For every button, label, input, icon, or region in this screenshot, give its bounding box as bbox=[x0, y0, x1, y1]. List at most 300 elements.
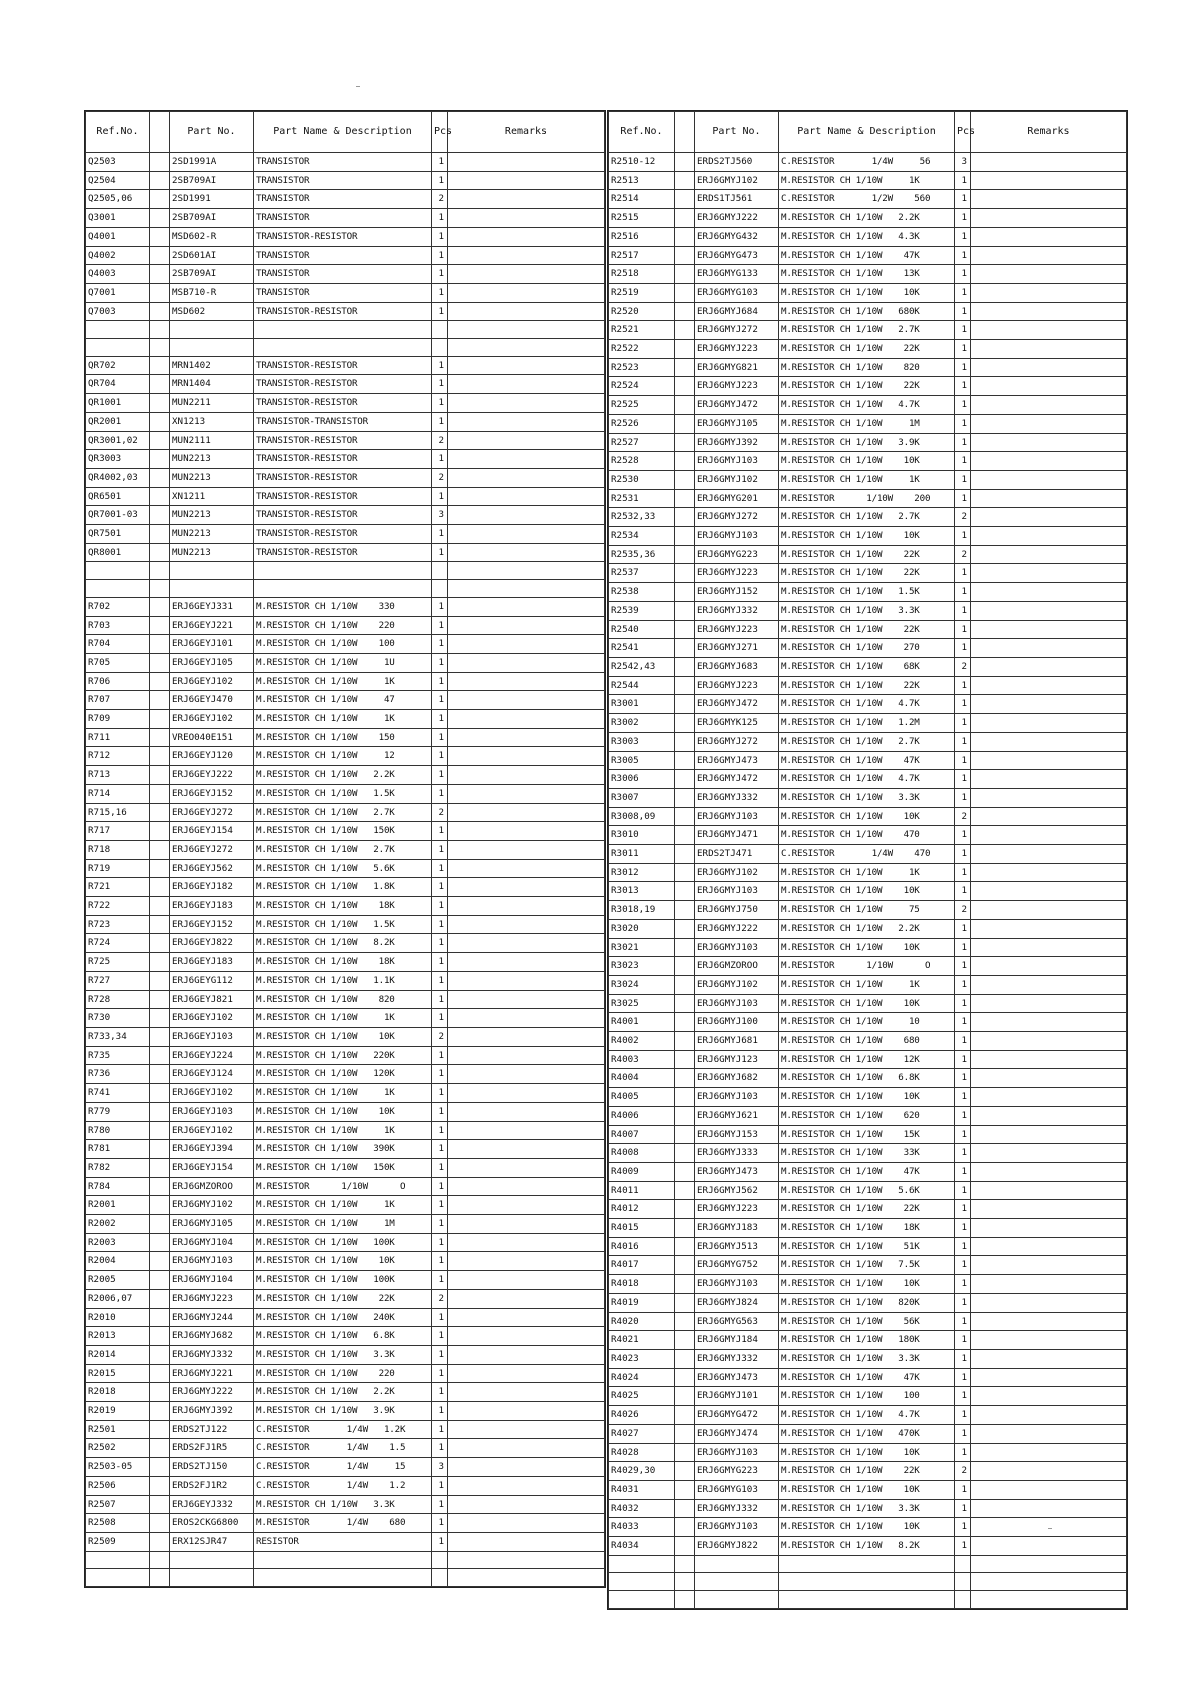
ref-cell: R2508 bbox=[86, 1514, 150, 1533]
pcs-cell: 1 bbox=[955, 321, 971, 340]
ref-cell: R2526 bbox=[609, 414, 675, 433]
description-cell: M.RESISTOR CH 1/10W 6.8K bbox=[779, 1069, 955, 1088]
description-cell: M.RESISTOR CH 1/10W 3.3K bbox=[779, 601, 955, 620]
table-row bbox=[609, 283, 1127, 302]
table-row bbox=[609, 545, 1127, 564]
table-row bbox=[86, 506, 605, 525]
part-no-cell: ERJ6GMYJ103 bbox=[695, 938, 779, 957]
spacer-cell bbox=[675, 583, 695, 602]
ref-cell: R3002 bbox=[609, 714, 675, 733]
pcs-cell: 1 bbox=[955, 358, 971, 377]
table-row bbox=[609, 732, 1127, 751]
spacer-cell bbox=[150, 1289, 170, 1308]
ref-cell: R2535,36 bbox=[609, 545, 675, 564]
table-row bbox=[609, 209, 1127, 228]
part-no-cell: ERJ6GEYJ120 bbox=[170, 747, 254, 766]
description-cell: M.RESISTOR CH 1/10W 2.7K bbox=[254, 803, 432, 822]
ref-cell: Q2503 bbox=[86, 153, 150, 172]
pcs-cell: 1 bbox=[432, 822, 448, 841]
pcs-cell: 1 bbox=[432, 766, 448, 785]
part-no-cell: ERJ6GMYJ332 bbox=[170, 1345, 254, 1364]
pcs-cell: 1 bbox=[955, 1499, 971, 1518]
spacer-cell bbox=[675, 1088, 695, 1107]
part-no-cell: ERJ6GMZOROO bbox=[695, 957, 779, 976]
table-row bbox=[609, 1499, 1127, 1518]
part-no-cell: ERJ6GMYJ223 bbox=[695, 377, 779, 396]
table-row bbox=[609, 1406, 1127, 1425]
description-cell: TRANSISTOR-RESISTOR bbox=[254, 356, 432, 375]
pcs-cell: 1 bbox=[955, 1237, 971, 1256]
part-no-cell: ERJ6GMYG223 bbox=[695, 545, 779, 564]
spacer-cell bbox=[150, 1215, 170, 1234]
pcs-cell: 1 bbox=[432, 616, 448, 635]
table-row bbox=[86, 1158, 605, 1177]
table-row bbox=[86, 431, 605, 450]
pcs-cell: 1 bbox=[432, 356, 448, 375]
remarks-cell bbox=[448, 1102, 605, 1121]
table-row bbox=[609, 321, 1127, 340]
ref-cell: QR7001-03 bbox=[86, 506, 150, 525]
remarks-cell bbox=[971, 1069, 1127, 1088]
description-cell bbox=[779, 1573, 955, 1591]
spacer-cell bbox=[150, 691, 170, 710]
spacer-cell bbox=[150, 653, 170, 672]
remarks-cell bbox=[448, 246, 605, 265]
remarks-cell bbox=[448, 1402, 605, 1421]
spacer-cell bbox=[675, 452, 695, 471]
spacer-cell bbox=[150, 1439, 170, 1458]
ref-cell: R4012 bbox=[609, 1200, 675, 1219]
ref-cell: QR1001 bbox=[86, 394, 150, 413]
description-cell: M.RESISTOR CH 1/10W 820 bbox=[254, 990, 432, 1009]
spacer-cell bbox=[675, 153, 695, 172]
part-no-cell: ERJ6GMYJ103 bbox=[695, 527, 779, 546]
part-no-cell: ERDS2TJ122 bbox=[170, 1420, 254, 1439]
spacer-cell bbox=[675, 489, 695, 508]
description-cell: M.RESISTOR CH 1/10W 6.8K bbox=[254, 1327, 432, 1346]
part-no-cell: ERJ6GEYJ102 bbox=[170, 1009, 254, 1028]
pcs-cell bbox=[955, 1591, 971, 1609]
description-cell: M.RESISTOR CH 1/10W 1K bbox=[254, 710, 432, 729]
pcs-cell: 1 bbox=[432, 1271, 448, 1290]
remarks-cell bbox=[448, 468, 605, 487]
pcs-cell: 1 bbox=[432, 153, 448, 172]
table-row bbox=[86, 1476, 605, 1495]
pcs-cell: 1 bbox=[432, 1439, 448, 1458]
description-cell: M.RESISTOR CH 1/10W 1U bbox=[254, 653, 432, 672]
remarks-cell bbox=[971, 901, 1127, 920]
description-cell: RESISTOR bbox=[254, 1532, 432, 1551]
part-no-cell: ERJ6GEYJ102 bbox=[170, 672, 254, 691]
table-body-right bbox=[609, 153, 1127, 1609]
part-no-cell bbox=[695, 1555, 779, 1573]
spacer-cell bbox=[150, 897, 170, 916]
ref-cell bbox=[86, 562, 150, 580]
ref-cell bbox=[86, 1551, 150, 1569]
remarks-cell bbox=[971, 714, 1127, 733]
table-row bbox=[609, 1555, 1127, 1573]
spacer-cell bbox=[675, 1200, 695, 1219]
spacer-cell bbox=[150, 153, 170, 172]
ref-cell: R733,34 bbox=[86, 1027, 150, 1046]
description-cell: M.RESISTOR CH 1/10W 10K bbox=[779, 938, 955, 957]
spacer-cell bbox=[675, 545, 695, 564]
spacer-cell bbox=[675, 1537, 695, 1556]
description-cell: M.RESISTOR CH 1/10W 1.8K bbox=[254, 878, 432, 897]
ref-cell: R2540 bbox=[609, 620, 675, 639]
description-cell: M.RESISTOR CH 1/10W 10K bbox=[779, 1443, 955, 1462]
remarks-cell bbox=[448, 506, 605, 525]
pcs-cell: 1 bbox=[955, 302, 971, 321]
table-row bbox=[86, 1009, 605, 1028]
spacer-cell bbox=[675, 788, 695, 807]
pcs-cell: 1 bbox=[432, 543, 448, 562]
pcs-cell: 1 bbox=[432, 953, 448, 972]
remarks-cell bbox=[448, 1009, 605, 1028]
pcs-cell: 1 bbox=[955, 171, 971, 190]
part-no-cell: ERJ6GMZOROO bbox=[170, 1177, 254, 1196]
ref-cell: R4028 bbox=[609, 1443, 675, 1462]
header-ref-no: Ref.No. bbox=[86, 112, 150, 153]
remarks-cell bbox=[448, 1439, 605, 1458]
pcs-cell: 1 bbox=[432, 1196, 448, 1215]
pcs-cell: 1 bbox=[432, 1158, 448, 1177]
part-no-cell: ERJ6GEYJ102 bbox=[170, 1121, 254, 1140]
description-cell: M.RESISTOR CH 1/10W 180K bbox=[779, 1331, 955, 1350]
pcs-cell: 3 bbox=[432, 1458, 448, 1477]
pcs-cell: 2 bbox=[432, 1289, 448, 1308]
part-no-cell bbox=[695, 1573, 779, 1591]
remarks-cell bbox=[448, 710, 605, 729]
pcs-cell: 1 bbox=[955, 676, 971, 695]
spacer-cell bbox=[150, 747, 170, 766]
pcs-cell: 1 bbox=[432, 635, 448, 654]
part-no-cell: ERJ6GEYJ470 bbox=[170, 691, 254, 710]
description-cell: M.RESISTOR CH 1/10W 5.6K bbox=[254, 859, 432, 878]
pcs-cell: 1 bbox=[955, 209, 971, 228]
spacer-cell bbox=[150, 1495, 170, 1514]
part-no-cell: 2SB709AI bbox=[170, 209, 254, 228]
pcs-cell: 1 bbox=[955, 1088, 971, 1107]
pcs-cell: 1 bbox=[432, 1233, 448, 1252]
description-cell bbox=[779, 1555, 955, 1573]
part-no-cell: ERJ6GMYJ223 bbox=[695, 564, 779, 583]
table-row bbox=[86, 878, 605, 897]
spacer-cell bbox=[675, 508, 695, 527]
description-cell: TRANSISTOR bbox=[254, 265, 432, 284]
description-cell: M.RESISTOR CH 1/10W 620 bbox=[779, 1106, 955, 1125]
pcs-cell: 1 bbox=[955, 396, 971, 415]
description-cell: M.RESISTOR CH 1/10W 47K bbox=[779, 751, 955, 770]
description-cell: M.RESISTOR CH 1/10W 4.7K bbox=[779, 1406, 955, 1425]
pcs-cell: 1 bbox=[955, 601, 971, 620]
part-no-cell: ERJ6GMYJ153 bbox=[695, 1125, 779, 1144]
part-no-cell: ERJ6GMYJ102 bbox=[695, 171, 779, 190]
pcs-cell: 1 bbox=[955, 452, 971, 471]
ref-cell: R2534 bbox=[609, 527, 675, 546]
table-row bbox=[609, 1424, 1127, 1443]
description-cell: M.RESISTOR CH 1/10W 7.5K bbox=[779, 1256, 955, 1275]
remarks-cell bbox=[971, 1424, 1127, 1443]
pcs-cell: 1 bbox=[432, 487, 448, 506]
spacer-cell bbox=[675, 171, 695, 190]
description-cell bbox=[254, 1569, 432, 1587]
part-no-cell: ERJ6GMYJ222 bbox=[695, 209, 779, 228]
description-cell: M.RESISTOR CH 1/10W 100K bbox=[254, 1271, 432, 1290]
spacer-cell bbox=[675, 227, 695, 246]
spacer-cell bbox=[150, 1476, 170, 1495]
remarks-cell bbox=[448, 1569, 605, 1587]
table-row bbox=[86, 840, 605, 859]
pcs-cell: 1 bbox=[955, 975, 971, 994]
description-cell bbox=[254, 1551, 432, 1569]
ref-cell: R2005 bbox=[86, 1271, 150, 1290]
pcs-cell: 1 bbox=[432, 1345, 448, 1364]
spacer-cell bbox=[150, 635, 170, 654]
remarks-cell bbox=[971, 601, 1127, 620]
remarks-cell bbox=[448, 227, 605, 246]
spacer-cell bbox=[675, 1573, 695, 1591]
table-row bbox=[609, 1106, 1127, 1125]
remarks-cell bbox=[971, 246, 1127, 265]
part-no-cell: MUN2111 bbox=[170, 431, 254, 450]
ref-cell: R2530 bbox=[609, 470, 675, 489]
ref-cell: R2519 bbox=[609, 283, 675, 302]
description-cell: M.RESISTOR CH 1/10W 10K bbox=[254, 1027, 432, 1046]
pcs-cell: 1 bbox=[955, 957, 971, 976]
table-row bbox=[609, 1275, 1127, 1294]
remarks-cell bbox=[971, 1181, 1127, 1200]
spacer-cell bbox=[675, 340, 695, 359]
ref-cell: R2018 bbox=[86, 1383, 150, 1402]
pcs-cell: 1 bbox=[955, 1443, 971, 1462]
part-no-cell: ERJ6GMYJ103 bbox=[695, 994, 779, 1013]
pcs-cell: 2 bbox=[955, 657, 971, 676]
pcs-cell: 1 bbox=[432, 859, 448, 878]
table-row bbox=[609, 1443, 1127, 1462]
pcs-cell: 1 bbox=[955, 1106, 971, 1125]
pcs-cell: 1 bbox=[432, 525, 448, 544]
description-cell: M.RESISTOR CH 1/10W 100K bbox=[254, 1233, 432, 1252]
description-cell bbox=[779, 1591, 955, 1609]
part-no-cell: ERJ6GMYJ513 bbox=[695, 1237, 779, 1256]
ref-cell: R2509 bbox=[86, 1532, 150, 1551]
description-cell bbox=[254, 562, 432, 580]
table-row bbox=[86, 710, 605, 729]
pcs-cell: 1 bbox=[955, 620, 971, 639]
part-no-cell: ERJ6GMYJ473 bbox=[695, 1162, 779, 1181]
spacer-cell bbox=[675, 1424, 695, 1443]
part-no-cell: ERJ6GMYJ272 bbox=[695, 321, 779, 340]
spacer-cell bbox=[675, 994, 695, 1013]
ref-cell: R3003 bbox=[609, 732, 675, 751]
description-cell: M.RESISTOR CH 1/10W 3.9K bbox=[254, 1402, 432, 1421]
ref-cell: R725 bbox=[86, 953, 150, 972]
ref-cell: R2003 bbox=[86, 1233, 150, 1252]
spacer-cell bbox=[150, 1233, 170, 1252]
part-no-cell: ERJ6GMYJ103 bbox=[695, 1443, 779, 1462]
spacer-cell bbox=[675, 882, 695, 901]
table-row bbox=[86, 1252, 605, 1271]
pcs-cell: 1 bbox=[955, 1219, 971, 1238]
table-row bbox=[86, 1046, 605, 1065]
remarks-cell bbox=[971, 1293, 1127, 1312]
part-no-cell bbox=[170, 1569, 254, 1587]
remarks-cell bbox=[448, 1177, 605, 1196]
spacer-cell bbox=[675, 246, 695, 265]
remarks-cell bbox=[448, 1271, 605, 1290]
table-row bbox=[609, 227, 1127, 246]
remarks-cell bbox=[448, 934, 605, 953]
part-no-cell: 2SD1991A bbox=[170, 153, 254, 172]
remarks-cell bbox=[971, 209, 1127, 228]
pcs-cell: 2 bbox=[432, 803, 448, 822]
spacer-cell bbox=[675, 396, 695, 415]
spacer-cell bbox=[675, 1368, 695, 1387]
remarks-cell bbox=[971, 1350, 1127, 1369]
description-cell bbox=[254, 321, 432, 339]
pcs-cell: 1 bbox=[955, 938, 971, 957]
remarks-cell bbox=[971, 1106, 1127, 1125]
remarks-cell bbox=[448, 1215, 605, 1234]
description-cell: M.RESISTOR CH 1/10W 47K bbox=[779, 246, 955, 265]
spacer-cell bbox=[675, 957, 695, 976]
part-no-cell: ERJ6GMYJ473 bbox=[695, 751, 779, 770]
part-no-cell: ERJ6GEYJ152 bbox=[170, 915, 254, 934]
table-row bbox=[609, 433, 1127, 452]
spacer-cell bbox=[150, 728, 170, 747]
spacer-cell bbox=[675, 1219, 695, 1238]
pcs-cell: 1 bbox=[955, 1406, 971, 1425]
pcs-cell: 1 bbox=[432, 784, 448, 803]
pcs-cell: 1 bbox=[955, 1200, 971, 1219]
table-row bbox=[86, 246, 605, 265]
part-no-cell: ERJ6GEYJ154 bbox=[170, 822, 254, 841]
pcs-cell: 1 bbox=[432, 710, 448, 729]
part-no-cell: ERJ6GEYJ272 bbox=[170, 803, 254, 822]
ref-cell: R2510-12 bbox=[609, 153, 675, 172]
ref-cell: R2521 bbox=[609, 321, 675, 340]
description-cell: M.RESISTOR CH 1/10W 10K bbox=[779, 994, 955, 1013]
ref-cell: R4034 bbox=[609, 1537, 675, 1556]
ref-cell: R2010 bbox=[86, 1308, 150, 1327]
table-row bbox=[609, 975, 1127, 994]
table-row bbox=[609, 807, 1127, 826]
part-no-cell: ERJ6GEYJ101 bbox=[170, 635, 254, 654]
pcs-cell: 1 bbox=[432, 227, 448, 246]
pcs-cell: 1 bbox=[955, 639, 971, 658]
spacer-cell bbox=[675, 1443, 695, 1462]
pcs-cell: 1 bbox=[955, 732, 971, 751]
description-cell: M.RESISTOR CH 1/10W 2.2K bbox=[254, 1383, 432, 1402]
ref-cell: R4023 bbox=[609, 1350, 675, 1369]
description-cell: M.RESISTOR CH 1/10W 4.3K bbox=[779, 227, 955, 246]
spacer-cell bbox=[150, 1532, 170, 1551]
spacer-cell bbox=[150, 672, 170, 691]
table-row bbox=[609, 676, 1127, 695]
description-cell: M.RESISTOR CH 1/10W 1.5K bbox=[254, 915, 432, 934]
ref-cell: R704 bbox=[86, 635, 150, 654]
spacer-cell bbox=[675, 1480, 695, 1499]
pcs-cell: 2 bbox=[432, 1027, 448, 1046]
pcs-cell: 1 bbox=[432, 375, 448, 394]
spacer-cell bbox=[150, 487, 170, 506]
table-row bbox=[86, 468, 605, 487]
part-no-cell: ERJ6GMYJ102 bbox=[695, 470, 779, 489]
remarks-cell bbox=[448, 339, 605, 357]
ref-cell: R715,16 bbox=[86, 803, 150, 822]
table-row bbox=[609, 1480, 1127, 1499]
spacer-cell bbox=[675, 938, 695, 957]
part-no-cell: ERJ6GEYJ105 bbox=[170, 653, 254, 672]
spacer-cell bbox=[150, 1084, 170, 1103]
table-row bbox=[609, 377, 1127, 396]
pcs-cell: 1 bbox=[432, 209, 448, 228]
remarks-cell bbox=[448, 822, 605, 841]
ref-cell: R2015 bbox=[86, 1364, 150, 1383]
description-cell: M.RESISTOR CH 1/10W 1K bbox=[779, 975, 955, 994]
ref-cell: R2541 bbox=[609, 639, 675, 658]
remarks-cell bbox=[448, 1065, 605, 1084]
table-row bbox=[609, 583, 1127, 602]
pcs-cell: 1 bbox=[432, 597, 448, 616]
remarks-cell bbox=[971, 1443, 1127, 1462]
table-row bbox=[86, 562, 605, 580]
ref-cell: R2516 bbox=[609, 227, 675, 246]
remarks-cell bbox=[448, 1345, 605, 1364]
ref-cell: R3021 bbox=[609, 938, 675, 957]
remarks-cell bbox=[971, 882, 1127, 901]
part-no-cell: ERJ6GEYJ154 bbox=[170, 1158, 254, 1177]
description-cell: M.RESISTOR CH 1/10W 22K bbox=[779, 676, 955, 695]
pcs-cell: 1 bbox=[955, 414, 971, 433]
description-cell: M.RESISTOR CH 1/10W 33K bbox=[779, 1144, 955, 1163]
header-description: Part Name & Description bbox=[779, 112, 955, 153]
table-row bbox=[86, 728, 605, 747]
ref-cell: R727 bbox=[86, 971, 150, 990]
description-cell: C.RESISTOR 1/2W 560 bbox=[779, 190, 955, 209]
pcs-cell: 1 bbox=[432, 1402, 448, 1421]
pcs-cell: 2 bbox=[955, 1462, 971, 1481]
spacer-cell bbox=[150, 1009, 170, 1028]
description-cell: M.RESISTOR CH 1/10W 56K bbox=[779, 1312, 955, 1331]
header-part-no: Part No. bbox=[170, 112, 254, 153]
spacer-cell bbox=[675, 1256, 695, 1275]
spacer-cell bbox=[150, 1046, 170, 1065]
part-no-cell: ERJ6GMYJ272 bbox=[695, 732, 779, 751]
ref-cell: QR4002,03 bbox=[86, 468, 150, 487]
description-cell: M.RESISTOR CH 1/10W 2.7K bbox=[779, 508, 955, 527]
table-row bbox=[609, 751, 1127, 770]
ref-cell: R2538 bbox=[609, 583, 675, 602]
pcs-cell: 1 bbox=[955, 564, 971, 583]
table-row bbox=[609, 863, 1127, 882]
remarks-cell bbox=[971, 657, 1127, 676]
part-no-cell: ERJ6GMYJ332 bbox=[695, 1499, 779, 1518]
spacer-cell bbox=[150, 580, 170, 598]
table-row bbox=[609, 246, 1127, 265]
table-row bbox=[86, 321, 605, 339]
pcs-cell: 1 bbox=[955, 770, 971, 789]
table-row bbox=[86, 1084, 605, 1103]
remarks-cell bbox=[971, 1368, 1127, 1387]
pcs-cell: 1 bbox=[955, 583, 971, 602]
ref-cell: R707 bbox=[86, 691, 150, 710]
table-row bbox=[86, 990, 605, 1009]
pcs-cell: 1 bbox=[432, 691, 448, 710]
spacer-cell bbox=[675, 1275, 695, 1294]
table-row bbox=[609, 919, 1127, 938]
